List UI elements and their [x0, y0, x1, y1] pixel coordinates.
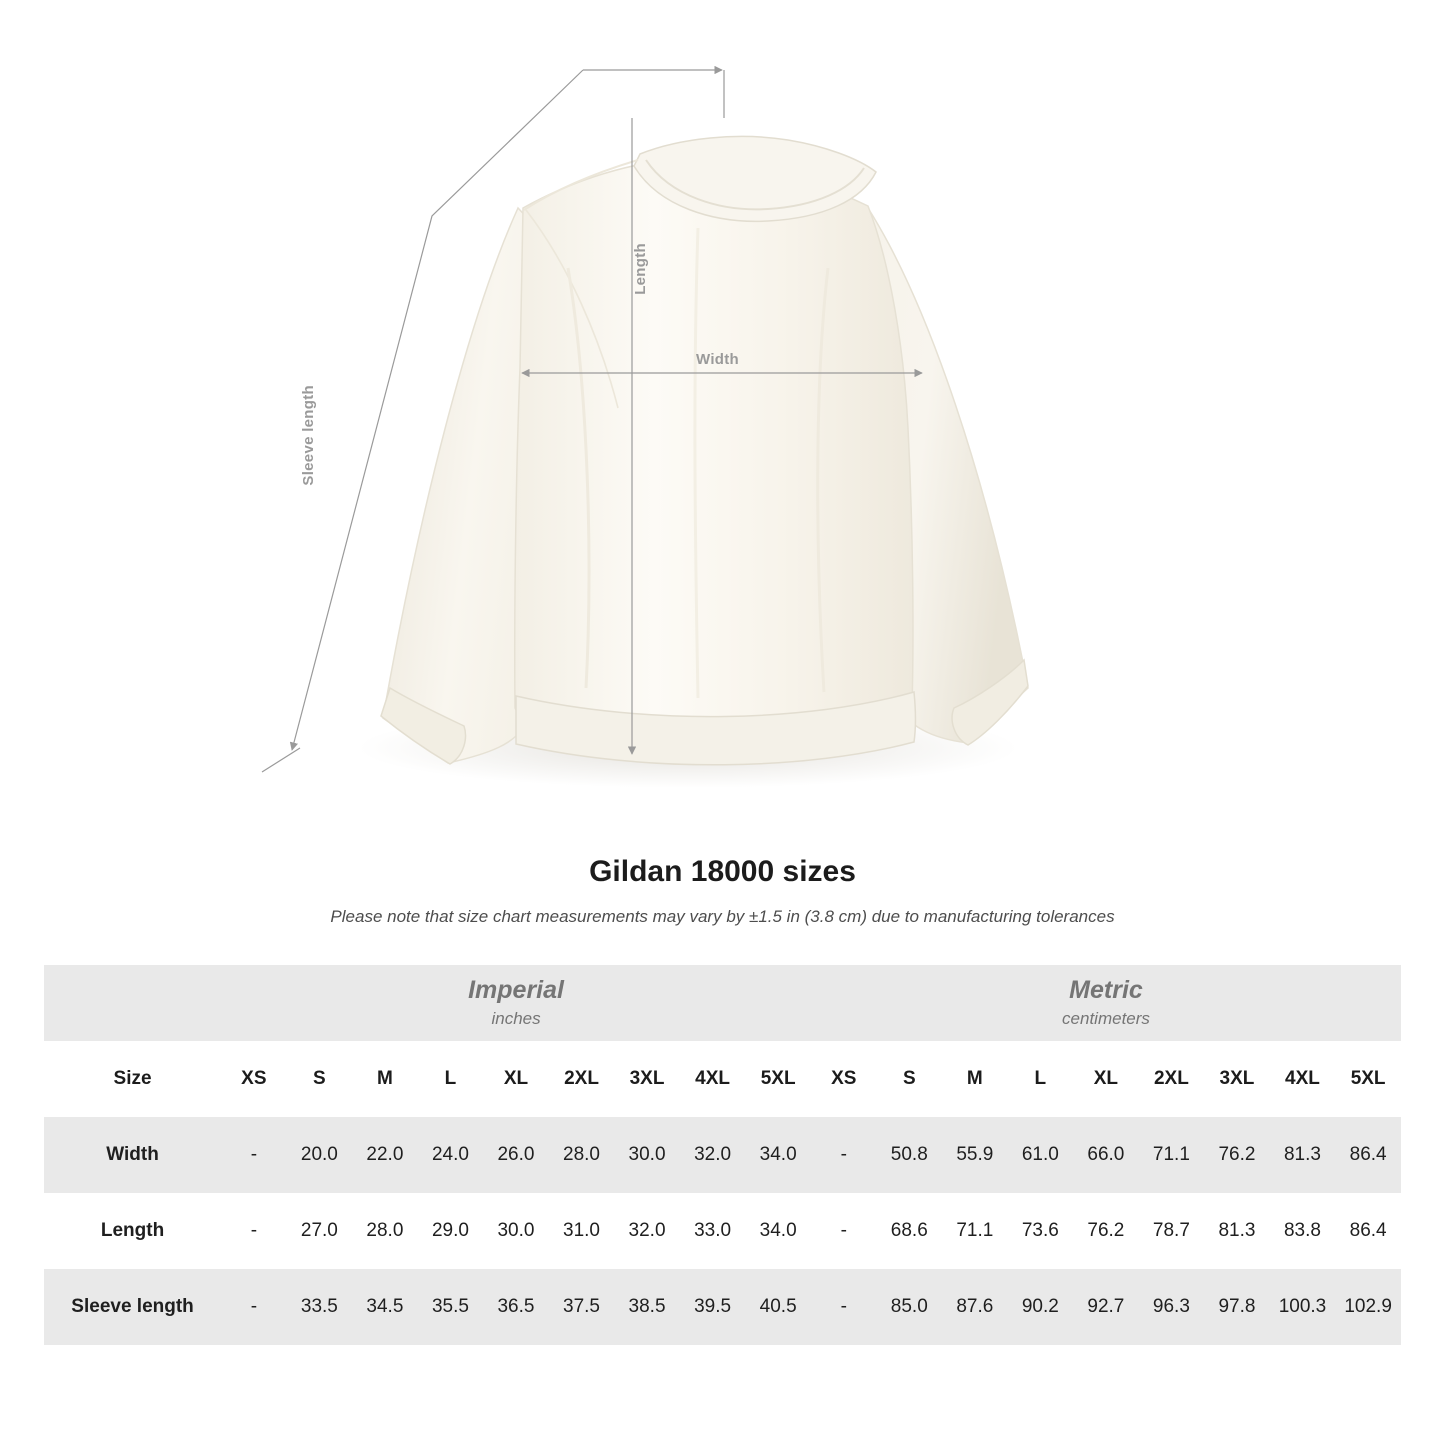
table-cell: 73.6	[1008, 1193, 1074, 1269]
size-column-header: M	[942, 1041, 1008, 1117]
table-row	[44, 1269, 1401, 1345]
size-column-header: L	[1008, 1041, 1074, 1117]
row-label: Length	[44, 1193, 221, 1269]
table-cell: 71.1	[1139, 1117, 1205, 1193]
table-cell: 97.8	[1204, 1269, 1270, 1345]
table-cell: 22.0	[352, 1117, 418, 1193]
table-cell: 90.2	[1008, 1269, 1074, 1345]
table-cell: 100.3	[1270, 1269, 1336, 1345]
table-row	[44, 1117, 1401, 1193]
width-dimension-label: Width	[696, 351, 740, 368]
table-cell: 61.0	[1008, 1117, 1074, 1193]
table-cell: 76.2	[1073, 1193, 1139, 1269]
table-cell: 29.0	[418, 1193, 484, 1269]
table-cell: -	[221, 1193, 287, 1269]
table-cell: 35.5	[418, 1269, 484, 1345]
table-cell: 27.0	[287, 1193, 353, 1269]
size-column-header: L	[418, 1041, 484, 1117]
table-cell: 78.7	[1139, 1193, 1205, 1269]
table-cell: 96.3	[1139, 1269, 1205, 1345]
table-cell: 87.6	[942, 1269, 1008, 1345]
table-cell: 28.0	[352, 1193, 418, 1269]
sweatshirt-image	[268, 88, 1083, 788]
table-cell: 39.5	[680, 1269, 746, 1345]
size-column-header: 4XL	[1270, 1041, 1336, 1117]
table-cell: 83.8	[1270, 1193, 1336, 1269]
table-cell: 30.0	[614, 1117, 680, 1193]
size-column-header: XS	[221, 1041, 287, 1117]
row-label: Width	[44, 1117, 221, 1193]
table-cell: 26.0	[483, 1117, 549, 1193]
unit-header-row	[44, 965, 1401, 1041]
table-cell: 85.0	[877, 1269, 943, 1345]
table-cell: -	[221, 1117, 287, 1193]
table-cell: 81.3	[1204, 1193, 1270, 1269]
length-dimension-label: Length	[632, 243, 649, 295]
table-cell: 86.4	[1335, 1117, 1401, 1193]
sleeve-length-dimension-label: Sleeve length	[300, 385, 317, 486]
table-cell: 36.5	[483, 1269, 549, 1345]
size-column-header: XL	[483, 1041, 549, 1117]
size-header-cell: Size	[44, 1041, 221, 1117]
table-cell: -	[221, 1269, 287, 1345]
table-row	[44, 1193, 1401, 1269]
unit-header-spacer	[44, 965, 221, 1041]
size-table	[44, 965, 1401, 1345]
table-cell: 40.5	[745, 1269, 811, 1345]
table-cell: 32.0	[680, 1117, 746, 1193]
metric-label: Metric	[1069, 976, 1143, 1005]
imperial-label: Imperial	[468, 976, 564, 1005]
table-cell: 34.0	[745, 1193, 811, 1269]
size-column-header: 4XL	[680, 1041, 746, 1117]
table-cell: 71.1	[942, 1193, 1008, 1269]
size-column-header: 5XL	[1335, 1041, 1401, 1117]
table-cell: -	[811, 1269, 877, 1345]
size-column-header: 5XL	[745, 1041, 811, 1117]
size-column-header: S	[877, 1041, 943, 1117]
table-cell: -	[811, 1193, 877, 1269]
size-column-header: 2XL	[1139, 1041, 1205, 1117]
table-cell: 28.0	[549, 1117, 615, 1193]
size-column-header: M	[352, 1041, 418, 1117]
tolerance-note: Please note that size chart measurements may vary by ±1.5 in (3.8 cm) due to manufacturing tolerances	[330, 907, 1115, 926]
table-cell: 92.7	[1073, 1269, 1139, 1345]
metric-sublabel: centimeters	[1062, 1008, 1150, 1028]
table-cell: 37.5	[549, 1269, 615, 1345]
table-cell: 30.0	[483, 1193, 549, 1269]
table-cell: 31.0	[549, 1193, 615, 1269]
size-column-header: 3XL	[1204, 1041, 1270, 1117]
table-cell: 34.0	[745, 1117, 811, 1193]
table-cell: 24.0	[418, 1117, 484, 1193]
table-cell: 33.0	[680, 1193, 746, 1269]
table-cell: 76.2	[1204, 1117, 1270, 1193]
table-cell: 55.9	[942, 1117, 1008, 1193]
table-cell: 81.3	[1270, 1117, 1336, 1193]
table-cell: 86.4	[1335, 1193, 1401, 1269]
table-cell: 32.0	[614, 1193, 680, 1269]
size-table-container	[44, 965, 1401, 1345]
size-column-header: XL	[1073, 1041, 1139, 1117]
table-cell: 20.0	[287, 1117, 353, 1193]
size-header-row	[44, 1041, 1401, 1117]
table-cell: 33.5	[287, 1269, 353, 1345]
size-column-header: XS	[811, 1041, 877, 1117]
table-cell: 50.8	[877, 1117, 943, 1193]
table-cell: -	[811, 1117, 877, 1193]
size-column-header: 3XL	[614, 1041, 680, 1117]
size-column-header: 2XL	[549, 1041, 615, 1117]
row-label: Sleeve length	[44, 1269, 221, 1345]
table-cell: 102.9	[1335, 1269, 1401, 1345]
size-column-header: S	[287, 1041, 353, 1117]
unit-header-imperial	[221, 965, 811, 1041]
table-cell: 68.6	[877, 1193, 943, 1269]
unit-header-metric	[811, 965, 1401, 1041]
page-title: Gildan 18000 sizes	[589, 855, 856, 888]
table-cell: 38.5	[614, 1269, 680, 1345]
imperial-sublabel: inches	[491, 1008, 541, 1028]
table-cell: 66.0	[1073, 1117, 1139, 1193]
table-cell: 34.5	[352, 1269, 418, 1345]
